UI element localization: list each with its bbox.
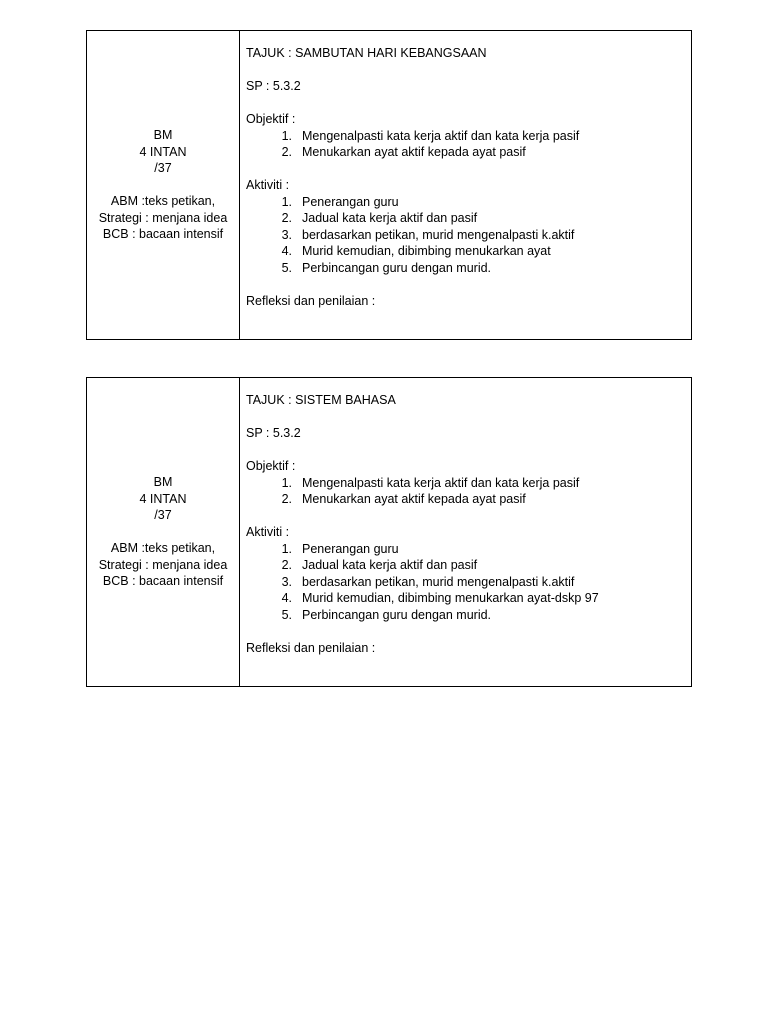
refleksi-label: Refleksi dan penilaian : — [246, 293, 376, 308]
aktiviti-label: Aktiviti : — [246, 178, 290, 192]
list-item: 3. berdasarkan petikan, murid mengenalpasti k.aktif — [281, 574, 575, 589]
objektif-label: Objektif : — [246, 459, 296, 473]
lesson-content-cell — [240, 378, 691, 686]
list-item: 2. Jadual kata kerja aktif dan pasif — [281, 211, 478, 225]
list-item: 4. Murid kemudian, dibimbing menukarkan ayat-dskp 97 — [281, 591, 599, 605]
list-item: 2. Menukarkan ayat aktif kepada ayat pasif — [281, 145, 526, 159]
lesson-plan-box — [86, 377, 692, 687]
aktiviti-label: Aktiviti : — [246, 525, 290, 539]
tajuk-heading: TAJUK : SISTEM BAHASA — [246, 393, 396, 407]
aktiviti-list — [246, 541, 691, 624]
subject-label: BM — [153, 475, 173, 490]
bcb-label: BCB : bacaan intensif — [102, 227, 224, 242]
refleksi-label: Refleksi dan penilaian : — [246, 640, 376, 655]
lesson-content-cell — [240, 31, 691, 339]
lesson-plan-box — [86, 30, 692, 340]
sp-code: SP : 5.3.2 — [246, 79, 301, 93]
objektif-list — [246, 475, 691, 508]
lesson-info-cell — [87, 378, 240, 686]
list-item: 1. Penerangan guru — [281, 541, 399, 556]
list-item: 4. Murid kemudian, dibimbing menukarkan ayat — [281, 244, 551, 258]
subject-label: BM — [153, 128, 173, 143]
objektif-list — [246, 128, 691, 161]
objektif-label: Objektif : — [246, 112, 296, 126]
abm-label: ABM :teks petikan, — [110, 541, 216, 556]
list-item: 3. berdasarkan petikan, murid mengenalpasti k.aktif — [281, 227, 575, 242]
strategy-label: Strategi : menjana idea — [98, 210, 228, 225]
list-item: 1. Penerangan guru — [281, 194, 399, 209]
list-item: 1. Mengenalpasti kata kerja aktif dan kata kerja pasif — [281, 128, 580, 143]
class-label: 4 INTAN — [139, 144, 187, 159]
tajuk-heading: TAJUK : SAMBUTAN HARI KEBANGSAAN — [246, 46, 487, 60]
student-count: /37 — [154, 508, 172, 523]
list-item: 1. Mengenalpasti kata kerja aktif dan kata kerja pasif — [281, 475, 580, 490]
aktiviti-list — [246, 194, 691, 277]
list-item: 5. Perbincangan guru dengan murid. — [281, 260, 492, 275]
strategy-label: Strategi : menjana idea — [98, 557, 228, 572]
list-item: 5. Perbincangan guru dengan murid. — [281, 607, 492, 622]
sp-code: SP : 5.3.2 — [246, 426, 301, 440]
lesson-info-cell — [87, 31, 240, 339]
student-count: /37 — [154, 161, 172, 176]
bcb-label: BCB : bacaan intensif — [102, 574, 224, 589]
list-item: 2. Menukarkan ayat aktif kepada ayat pasif — [281, 492, 526, 506]
class-label: 4 INTAN — [139, 491, 187, 506]
list-item: 2. Jadual kata kerja aktif dan pasif — [281, 558, 478, 572]
abm-label: ABM :teks petikan, — [110, 194, 216, 209]
